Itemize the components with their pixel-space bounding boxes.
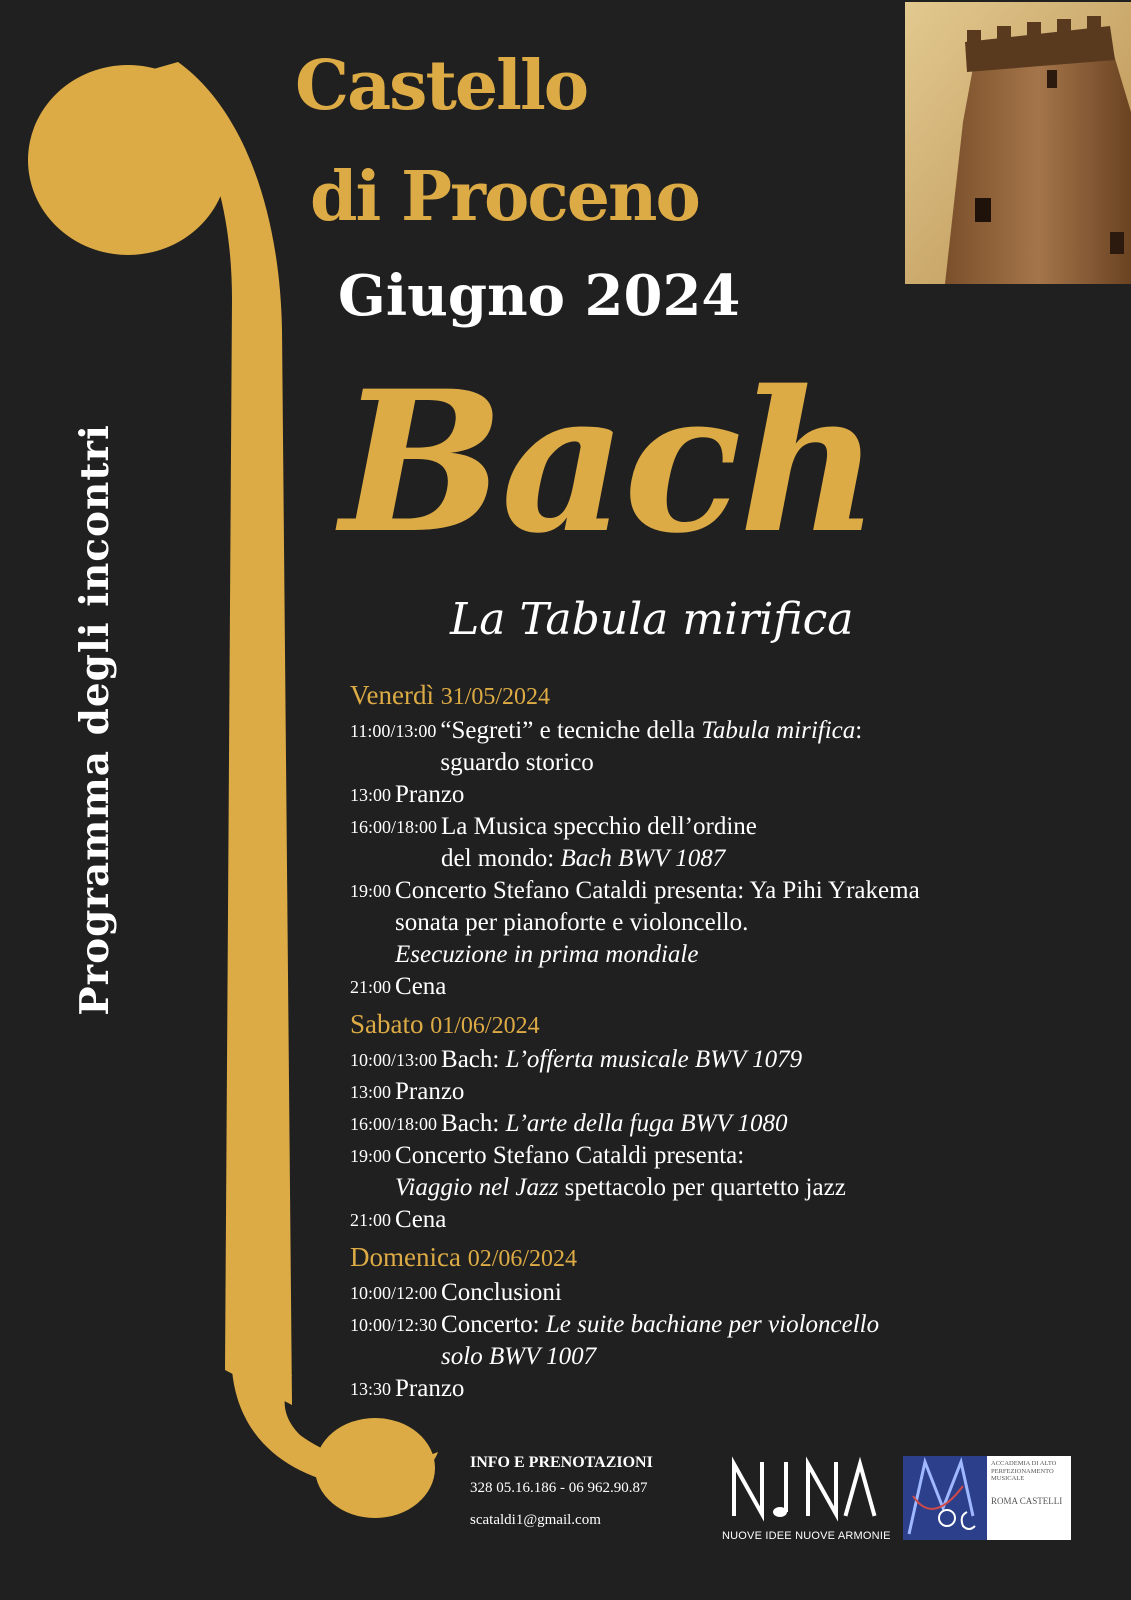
event-time: 19:00 xyxy=(350,1146,392,1166)
nina-tagline: NUOVE IDEE NUOVE ARMONIE xyxy=(722,1530,891,1542)
event-time: 10:00/13:00 xyxy=(350,1050,438,1070)
program-event xyxy=(350,715,1090,779)
title-di-proceno: di Proceno xyxy=(310,157,699,237)
event-time: 21:00 xyxy=(350,977,392,997)
info-heading: INFO E PRENOTAZIONI xyxy=(470,1454,653,1471)
event-text: Cena xyxy=(395,973,447,1000)
event-line xyxy=(440,747,1090,779)
event-text: sonata per pianoforte e violoncello. xyxy=(395,909,749,936)
event-description xyxy=(395,971,1090,1003)
event-description xyxy=(441,1108,1090,1140)
day-date: 31/05/2024 xyxy=(440,684,551,710)
event-line xyxy=(395,1204,1090,1236)
tower-photo xyxy=(905,2,1131,284)
event-text-italic: Esecuzione in prima mondiale xyxy=(395,941,699,968)
event-text: Concerto Stefano Cataldi presenta: Ya Pihi Yrakema xyxy=(395,877,920,904)
program-event xyxy=(350,971,1090,1003)
event-time: 13:00 xyxy=(350,1082,392,1102)
event-text: sguardo storico xyxy=(440,749,594,776)
event-line xyxy=(441,1108,1090,1140)
event-line xyxy=(441,1277,1090,1309)
poster: Programma degli incontri Castello di Proceno Giugno 2024 Bach La Tabula mirifica Venerdì 31/05/2024 11:00/13:00 “Segreti” e tecniche della Tabula mirifica: sguardo storico 13:00 Pranzo 16:00/18:00 La Musica specchio dell’ordine del mondo: Bach BWV 1087 19:00 Concerto Stefano Cataldi presenta: Ya Pihi Yrakema sonata per pianoforte e violoncello. Esecuzione in prima mondiale 21:00 Cena Sabato 01/06/2024 10:00/13:00 Bach: L’offerta musicale BWV 1079 13:00 Pranzo 16:00/18:00 Bach: L’arte della fuga BWV 1080 19:00 Concerto Stefano Cataldi presenta: Viaggio nel Jazz spettacolo per quartetto jazz 21:00 Cena Domenica 02/06/2024 10:00/12:00 Conclusioni 10:00/12:30 Concerto: Le suite bachiane per violoncello solo BWV 1007 13:30 Pranzo INFO E PRENOTAZIONI 328 05.16.186 - 06 962.90.87 scataldi1@gmail.com NUOVE IDEE NUOVE ARMONIE ACCADEMIA DI ALTO PERFEZIONAMENTO MUSICALE ROMA CASTELLI xyxy=(0,0,1131,1600)
day-date: 02/06/2024 xyxy=(467,1246,578,1272)
program-event xyxy=(350,1076,1090,1108)
event-text: Bach: xyxy=(441,1046,506,1073)
event-line xyxy=(441,1341,1090,1373)
event-text: La Musica specchio dell’ordine xyxy=(441,813,757,840)
amp-logo-block xyxy=(903,1456,1071,1540)
event-description xyxy=(440,715,1090,779)
event-line xyxy=(440,715,1090,747)
event-line xyxy=(395,1373,1090,1405)
day-heading xyxy=(350,678,1090,715)
event-time: 11:00/13:00 xyxy=(350,721,437,741)
event-text-italic: Viaggio nel Jazz xyxy=(395,1174,559,1201)
program-event xyxy=(350,811,1090,875)
accademia-roma: ROMA CASTELLI xyxy=(991,1496,1063,1506)
event-line xyxy=(441,843,1090,875)
event-line xyxy=(395,907,1090,939)
event-text: Conclusioni xyxy=(441,1279,562,1306)
event-text: : xyxy=(855,717,863,744)
event-text-italic: L’arte della fuga BWV 1080 xyxy=(505,1110,788,1137)
day-name: Sabato xyxy=(350,1009,424,1039)
event-text: Concerto Stefano Cataldi presenta: xyxy=(395,1142,745,1169)
program-event xyxy=(350,1204,1090,1236)
event-time: 13:00 xyxy=(350,785,392,805)
event-description xyxy=(441,811,1090,875)
event-description xyxy=(395,1076,1090,1108)
event-text: “Segreti” e tecniche della xyxy=(440,717,702,744)
event-line xyxy=(441,1044,1090,1076)
event-time: 16:00/18:00 xyxy=(350,817,438,837)
event-month: Giugno 2024 xyxy=(338,263,741,329)
program-event xyxy=(350,1309,1090,1373)
event-text: spettacolo per quartetto jazz xyxy=(558,1174,846,1201)
event-line xyxy=(441,1309,1090,1341)
event-description xyxy=(441,1277,1090,1309)
program-event xyxy=(350,1277,1090,1309)
event-time: 10:00/12:00 xyxy=(350,1283,438,1303)
event-description xyxy=(395,1204,1090,1236)
event-text: del mondo: xyxy=(441,845,561,872)
event-text: Pranzo xyxy=(395,1375,465,1402)
accademia-logo-icon xyxy=(903,1456,987,1540)
event-time: 10:00/12:30 xyxy=(350,1315,438,1335)
accademia-name: ACCADEMIA DI ALTO PERFEZIONAMENTO MUSICALE xyxy=(991,1460,1057,1482)
event-line xyxy=(441,811,1090,843)
event-line xyxy=(395,1076,1090,1108)
program-event xyxy=(350,1044,1090,1076)
event-time: 19:00 xyxy=(350,881,392,901)
event-line xyxy=(395,1172,1090,1204)
event-line xyxy=(395,1140,1090,1172)
nina-logo-icon xyxy=(728,1454,878,1524)
event-description xyxy=(441,1309,1090,1373)
event-description xyxy=(395,1373,1090,1405)
event-description xyxy=(441,1044,1090,1076)
program-event xyxy=(350,1108,1090,1140)
title-castello: Castello xyxy=(295,46,588,126)
event-line xyxy=(395,939,1090,971)
event-text-italic: Bach BWV 1087 xyxy=(560,845,726,872)
day-name: Domenica xyxy=(350,1242,461,1272)
subtitle: La Tabula mirifica xyxy=(450,594,854,645)
event-time: 16:00/18:00 xyxy=(350,1114,438,1134)
event-time: 21:00 xyxy=(350,1210,392,1230)
program-event xyxy=(350,1140,1090,1204)
day-heading xyxy=(350,1007,1090,1044)
event-text-italic: Le suite bachiane per violoncello xyxy=(545,1311,880,1338)
info-email: scataldi1@gmail.com xyxy=(470,1512,601,1528)
program-event xyxy=(350,779,1090,811)
event-description xyxy=(395,1140,1090,1204)
info-phones: 328 05.16.186 - 06 962.90.87 xyxy=(470,1480,648,1496)
event-text-italic: solo BWV 1007 xyxy=(441,1343,597,1370)
event-description xyxy=(395,779,1090,811)
event-text: Concerto: xyxy=(441,1311,546,1338)
event-line xyxy=(395,971,1090,1003)
event-text: Cena xyxy=(395,1206,447,1233)
program-schedule xyxy=(350,678,1090,1405)
event-text-italic: Tabula mirifica xyxy=(701,717,856,744)
event-text-italic: L’offerta musicale BWV 1079 xyxy=(505,1046,803,1073)
event-text: Pranzo xyxy=(395,1078,465,1105)
event-time: 13:30 xyxy=(350,1379,392,1399)
info-block xyxy=(470,1452,653,1530)
event-line xyxy=(395,875,1090,907)
event-text: Bach: xyxy=(441,1110,506,1137)
event-line xyxy=(395,779,1090,811)
day-name: Venerdì xyxy=(350,680,434,710)
day-heading xyxy=(350,1240,1090,1277)
event-description xyxy=(395,875,1090,971)
nina-logo-block xyxy=(722,1450,891,1550)
main-title-bach: Bach xyxy=(340,348,877,576)
day-date: 01/06/2024 xyxy=(430,1013,540,1039)
program-event xyxy=(350,875,1090,971)
event-text: Pranzo xyxy=(395,781,465,808)
program-event xyxy=(350,1373,1090,1405)
